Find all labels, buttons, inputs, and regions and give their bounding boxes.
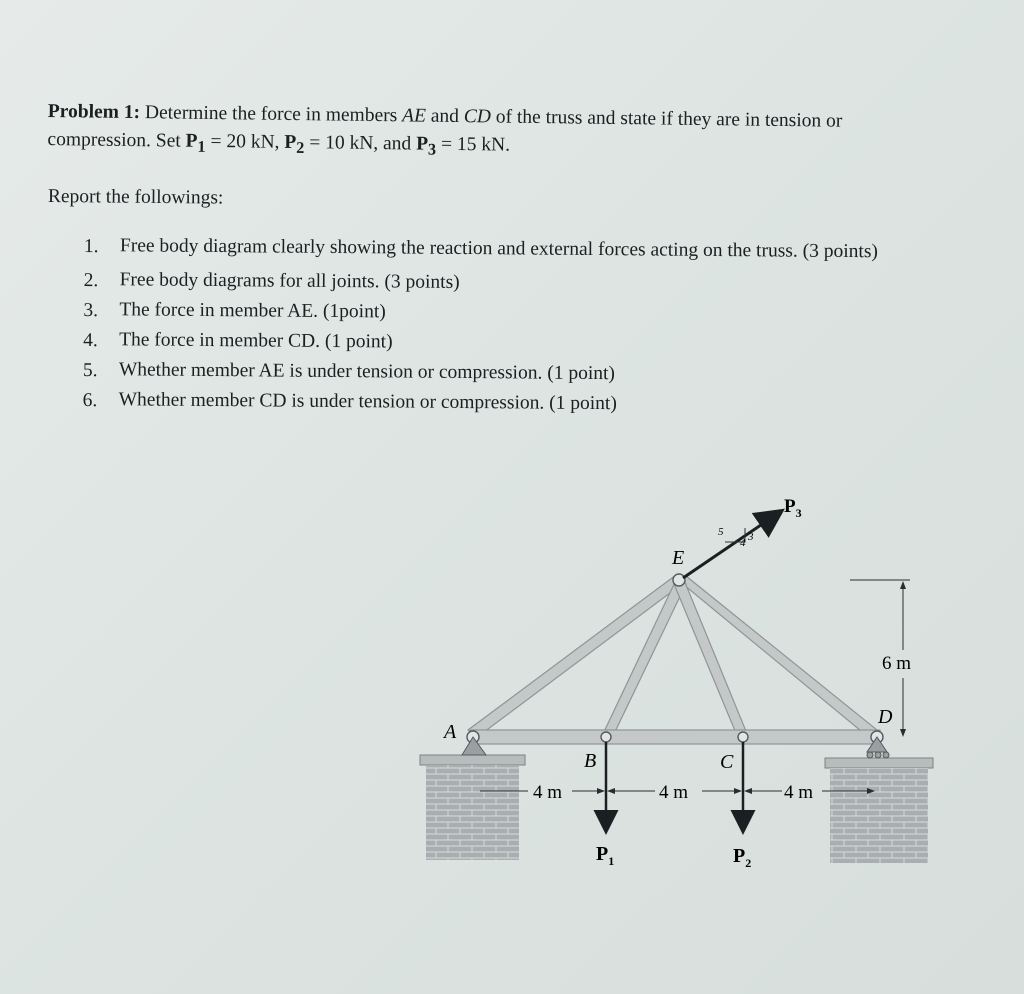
p1-symbol: P bbox=[185, 130, 198, 152]
truss-diagram bbox=[400, 480, 960, 900]
pin-c bbox=[738, 732, 748, 742]
slope-5-label: 5 bbox=[718, 526, 724, 538]
dim-label-height: 6 m bbox=[882, 653, 912, 674]
load-p3-arrow bbox=[683, 512, 780, 578]
report-heading: Report the followings: bbox=[47, 186, 224, 209]
dim-label-bc: 4 m bbox=[659, 782, 689, 803]
dim-label-ab: 4 m bbox=[533, 782, 563, 803]
dim-label-cd: 4 m bbox=[784, 782, 814, 803]
joint-label-e: E bbox=[672, 547, 685, 569]
left-support-pier bbox=[420, 755, 525, 860]
truss-figure bbox=[400, 480, 960, 900]
task-number: 2. bbox=[83, 269, 99, 292]
task-number: 4. bbox=[83, 329, 98, 352]
p1-value: = 20 kN, bbox=[205, 130, 285, 153]
task-item bbox=[84, 232, 954, 269]
joint-label-c: C bbox=[720, 751, 734, 773]
p2-value: = 10 kN, and bbox=[304, 132, 417, 155]
member-ae-ref: AE bbox=[401, 105, 427, 127]
pin-b bbox=[601, 732, 611, 742]
joint-label-d: D bbox=[878, 706, 893, 728]
p2-symbol: P bbox=[284, 131, 297, 154]
truss-members bbox=[468, 575, 882, 744]
task-text: Free body diagram clearly showing the reaction and external forces acting on the truss. (3 points) bbox=[119, 235, 879, 263]
load-p2-label: $P_2$ bbox=[733, 845, 752, 870]
task-number: 5. bbox=[82, 359, 98, 382]
task-list bbox=[83, 232, 954, 423]
problem-text-3: of the truss and state if they are in tension or compression. Set bbox=[47, 106, 843, 152]
task-text: The force in member CD. (1 point) bbox=[119, 329, 393, 353]
load-p1-label: $P_1$ bbox=[596, 843, 615, 868]
p3-symbol: P bbox=[416, 133, 429, 155]
problem-label: Problem 1: bbox=[47, 100, 141, 124]
member-cd-ref: CD bbox=[463, 106, 492, 128]
slope-3-label: 3 bbox=[748, 531, 754, 543]
task-text: Free body diagrams for all joints. (3 points) bbox=[119, 269, 460, 293]
task-text: Whether member CD is under tension or compression. (1 point) bbox=[118, 389, 617, 415]
problem-statement bbox=[47, 98, 948, 170]
right-support-pier bbox=[825, 758, 933, 863]
p1-subscript: 1 bbox=[197, 137, 206, 156]
task-item bbox=[83, 386, 953, 423]
bottom-chord bbox=[470, 730, 880, 744]
p3-subscript: 3 bbox=[427, 140, 437, 159]
task-text: Whether member AE is under tension or compression. (1 point) bbox=[118, 359, 616, 385]
slope-4-label: 4 bbox=[740, 537, 746, 549]
joint-label-b: B bbox=[584, 750, 597, 772]
problem-text-1: Determine the force in members bbox=[139, 102, 403, 127]
task-number: 6. bbox=[82, 389, 98, 412]
task-text: The force in member AE. (1point) bbox=[119, 299, 386, 323]
task-number: 3. bbox=[83, 299, 99, 322]
pin-e bbox=[673, 574, 685, 586]
load-p3-label: $P_3$ bbox=[784, 496, 802, 520]
task-number: 1. bbox=[83, 235, 99, 258]
p2-subscript: 2 bbox=[296, 138, 305, 158]
joint-label-a: A bbox=[444, 721, 457, 743]
problem-text-2: and bbox=[425, 105, 464, 128]
p3-value: = 15 kN. bbox=[436, 133, 511, 156]
